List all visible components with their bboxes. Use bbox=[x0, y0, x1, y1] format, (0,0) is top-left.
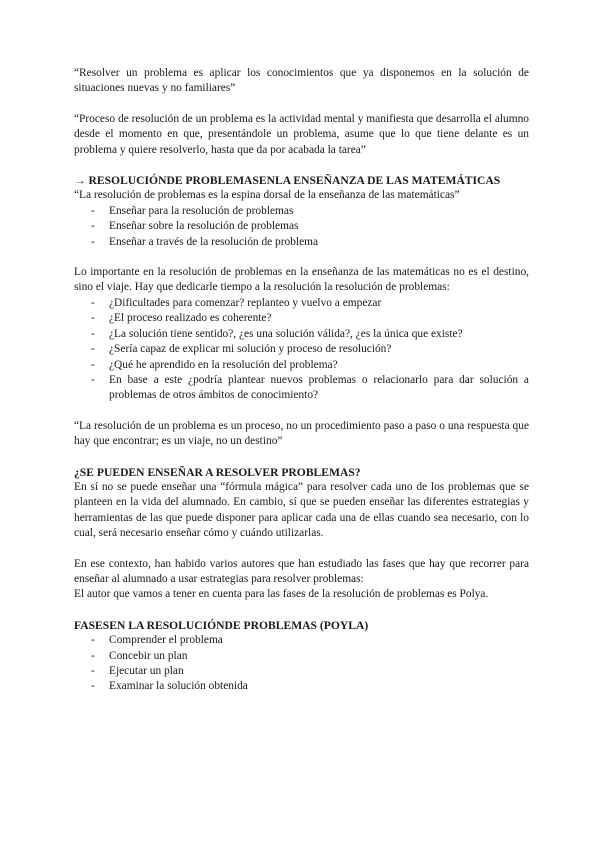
list-item: - ¿El proceso realizado es coherente? bbox=[91, 312, 272, 325]
list-item: - ¿Dificultades para comenzar? replanteo y vuelvo a empezar bbox=[91, 296, 382, 309]
list-item: - Ejecutar un plan bbox=[91, 665, 184, 677]
list-item: - Enseñar sobre la resolución de problemas bbox=[91, 220, 299, 233]
reflection-questions-list bbox=[74, 296, 529, 404]
quote-espina-dorsal: “La resolución de problemas es la espina dorsal de la enseñanza de las matemáticas” bbox=[74, 189, 460, 202]
quote-definition: “Resolver un problema es aplicar los conocimientos que ya disponemos en la solución de situaciones nuevas y no familiares” bbox=[74, 67, 529, 95]
section-heading-fases: FASESEN LA RESOLUCIÓNDE PROBLEMAS (POYLA) bbox=[74, 618, 369, 632]
list-item: - Examinar la solución obtenida bbox=[91, 680, 248, 693]
list-item: - En base a este ¿podría plantear nuevos problemas o relacionarlo para dar solución a problemas de otros ámbitos de conocimiento? bbox=[91, 373, 529, 402]
list-item: - Enseñar para la resolución de problemas bbox=[91, 204, 294, 217]
teaching-approaches-list bbox=[74, 204, 529, 250]
list-item: - ¿Sería capaz de explicar mi solución y proceso de resolución? bbox=[91, 343, 392, 356]
list-item: - ¿La solución tiene sentido?, ¿es una solución válida?, ¿es la única que existe? bbox=[91, 327, 463, 340]
list-item: - ¿Qué he aprendido en la resolución del problema? bbox=[91, 358, 338, 371]
polya-phases-list bbox=[74, 633, 529, 695]
quote-process: “Proceso de resolución de un problema es la actividad mental y manifiesta que desarrolla el alumno desde el momento en que, presentándole un problema, asume que lo que tiene delante es un problema y quiere resolverlo, hasta que da por acabada la tarea” bbox=[74, 112, 529, 156]
section-heading-ensenar: ¿SE PUEDEN ENSEÑAR A RESOLVER PROBLEMAS? bbox=[74, 465, 361, 479]
paragraph-polya: El autor que vamos a tener en cuenta para las fases de la resolución de problemas es Polya. bbox=[74, 588, 489, 601]
paragraph-viaje: Lo importante en la resolución de problemas en la enseñanza de las matemáticas no es el destino, sino el viaje. Hay que dedicarle tiempo a la resolución la resolución de problemas: bbox=[74, 266, 529, 294]
paragraph-autores: En ese contexto, han habido varios autores que han estudiado las fases que hay que recorrer para enseñar al alumnado a usar estrategias para resolver problemas: bbox=[74, 557, 529, 585]
paragraph-formula-magica: En sí no se puede enseñar una “fórmula mágica” para resolver cada uno de los problemas que se planteen en la vida del alumnado. En cambio, sí que se pueden enseñar las diferentes estrategias y herramientas de las que puede disponer para aplicar cada una de ellas cuando sea necesario, con lo cual, será necesario enseñar cómo y cuándo utilizarlas. bbox=[74, 480, 529, 540]
document-page bbox=[74, 66, 529, 695]
list-item: - Concebir un plan bbox=[91, 649, 188, 662]
list-item: - Comprender el problema bbox=[91, 634, 223, 647]
list-item: - Enseñar a través de la resolución de problema bbox=[91, 235, 319, 248]
section-heading-resolucion: → RESOLUCIÓNDE PROBLEMASENLA ENSEÑANZA DE LAS MATEMÁTICAS bbox=[74, 174, 501, 188]
quote-viaje-destino: “La resolución de un problema es un proceso, no un procedimiento paso a paso o una respuesta que hay que encontrar; es un viaje, no un destino” bbox=[74, 419, 529, 448]
